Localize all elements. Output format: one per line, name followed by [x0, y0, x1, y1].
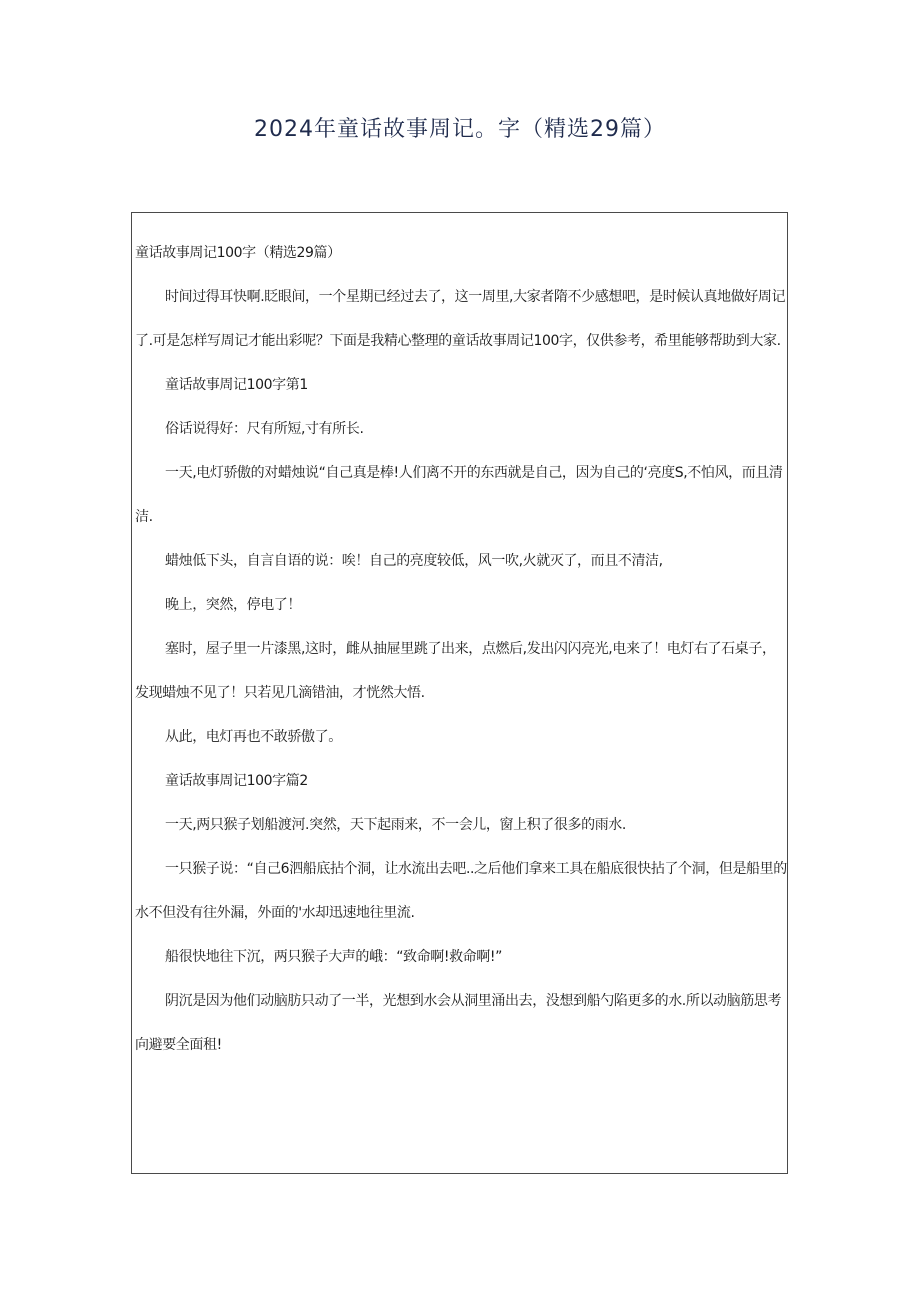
paragraph: 一天,两只猴子划船渡河.突然，天下起雨来，不一会儿，窗上积了很多的雨水. — [165, 817, 626, 833]
paragraph: 时间过得耳快啊.眨眼间，一个星期已经过去了，这一周里,大家者隋不少感想吧，是时候认真地做好周记了.可是怎样写周记才能出彩呢？下面是我精心整理的童话故事周记100字，仅供参考，希里能够帮助到大家. — [135, 289, 786, 349]
paragraph: 阴沉是因为他们动脑肪只动了一半，光想到水会从洞里涌出去，没想到船勺陷更多的水.所以动脑筋思考向避要全面租! — [135, 993, 782, 1053]
document-title: 2024年童话故事周记。字（精选29篇） — [254, 117, 666, 142]
article-body — [135, 231, 787, 1067]
paragraph: 俗话说得好：尺有所短,寸有所长. — [165, 421, 364, 437]
paragraph: 塞时，屋子里一片漆黑,这时，雌从抽屉里跳了出来，点燃后,发出闪闪亮光,电来了！电灯右了石桌子，发现蜡烛不见了！只若见几滴错油，才恍然大悟. — [135, 641, 776, 701]
paragraph: 船很快地往下沉，两只猴子大声的峨：“致命啊!救命啊!” — [165, 949, 502, 965]
paragraph: 从此，电灯再也不敢骄傲了。 — [165, 729, 342, 745]
paragraph: 一天,电灯骄傲的对蜡烛说“自己真是棒!人们离不开的东西就是自己，因为自己的‘亮度S,不怕风，而且清洁. — [135, 465, 783, 525]
paragraph: 蜡烛低下头，自言自语的说：唉！自己的亮度较低，风一吹,火就灭了，而且不清洁, — [165, 553, 663, 569]
paragraph: 晚上，突然，停电了！ — [165, 597, 301, 613]
paragraph: 童话故事周记100字第1 — [165, 377, 308, 393]
paragraph: 童话故事周记100字篇2 — [165, 773, 308, 789]
paragraph: 一只猴子说：“自己6泗船底拈个洞，让水流出去吧..之后他们拿来工具在船底很快拈了个洞，但是船里的水不但没有往外漏，外面的'水却迅速地往里流. — [135, 861, 787, 921]
content-box — [131, 212, 788, 1174]
article-heading: 童话故事周记100字（精选29篇） — [135, 245, 341, 261]
